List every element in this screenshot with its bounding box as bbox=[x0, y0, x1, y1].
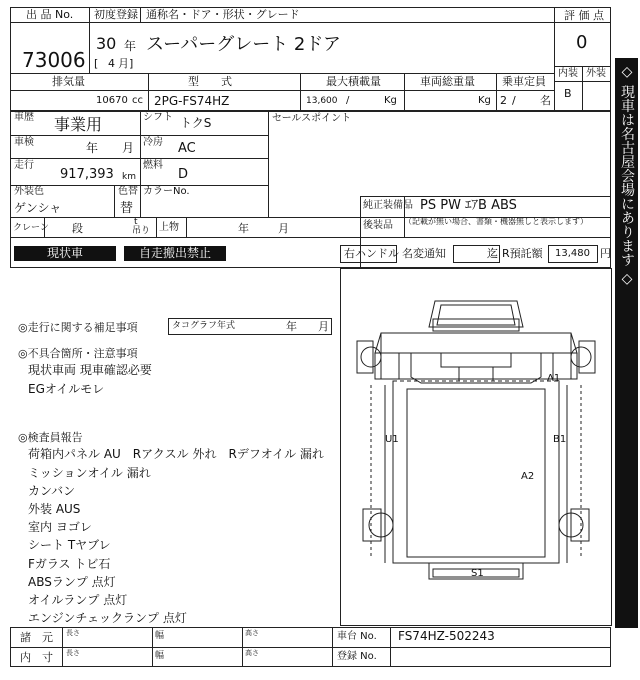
chassis-label: 車台 No. bbox=[337, 631, 377, 642]
tax-mark: 迄 bbox=[487, 247, 498, 260]
bed-year: 年 bbox=[238, 222, 249, 235]
mileage-unit: km bbox=[122, 172, 136, 182]
inspection-label: 車検 bbox=[14, 137, 34, 148]
inspector-label: ◎検査員報告 bbox=[18, 431, 83, 444]
rating-value: 0 bbox=[576, 32, 588, 53]
lot-number: 73006 bbox=[22, 48, 86, 72]
inspector-line: 室内 ヨゴレ bbox=[28, 520, 92, 534]
exterior-label: 外装 bbox=[586, 68, 606, 79]
name-change-label: 名変通知 bbox=[402, 247, 446, 260]
reg-month-unit: 月] bbox=[118, 57, 134, 70]
dims-length: 長さ bbox=[66, 629, 80, 637]
aftermarket-label: 後装品 bbox=[363, 220, 393, 231]
damage-u1: U1 bbox=[385, 434, 399, 445]
crane-label: クレーン bbox=[13, 223, 49, 233]
sales-point-label: セールスポイント bbox=[272, 113, 352, 124]
reg-year-unit: 年 bbox=[124, 39, 137, 53]
shift-value: トクS bbox=[180, 116, 212, 130]
displacement-value: 10670 bbox=[96, 95, 128, 106]
dims-height: 高さ bbox=[245, 629, 259, 637]
fuel-label: 燃料 bbox=[143, 160, 163, 171]
displacement-unit: cc bbox=[132, 95, 143, 106]
defect-line: 現状車両 現車確認必要 bbox=[28, 363, 152, 377]
dims-width: 幅 bbox=[155, 631, 165, 641]
rating-label: 評 価 点 bbox=[564, 9, 604, 22]
inspector-line: オイルランプ 点灯 bbox=[28, 593, 128, 607]
no-drive-tag: 自走搬出禁止 bbox=[124, 246, 226, 261]
capacity-label: 乗車定員 bbox=[502, 75, 546, 88]
month-open: [ bbox=[94, 57, 99, 70]
ac-label: 冷房 bbox=[143, 137, 163, 148]
inspector-line: 外装 AUS bbox=[28, 502, 81, 516]
inspection-month: 月 bbox=[122, 141, 135, 155]
max-load-slash: / bbox=[346, 95, 350, 106]
bed-label: 上物 bbox=[159, 222, 179, 233]
mileage-label: 走行 bbox=[14, 160, 34, 171]
interior-width: 幅 bbox=[155, 651, 165, 661]
interior-length: 長さ bbox=[66, 649, 80, 657]
model-label: 型 式 bbox=[188, 75, 232, 88]
interior-height: 高さ bbox=[245, 649, 259, 657]
model-value: 2PG-FS74HZ bbox=[154, 94, 230, 108]
inspector-line: 荷箱内パネル AU Rアクスル 外れ Rデフオイル 漏れ bbox=[28, 447, 324, 461]
ac-value: AC bbox=[178, 141, 196, 156]
side-banner-text: ◇ 現車は名古屋会場にあります ◇ bbox=[619, 64, 635, 287]
interior-label: 内装 bbox=[558, 68, 578, 79]
damage-b1: B1 bbox=[553, 434, 567, 445]
name-label: 通称名・ドア・形状・グレード bbox=[146, 8, 300, 21]
inspector-line: シート Tヤブレ bbox=[28, 538, 111, 552]
crane-dan: 段 bbox=[72, 222, 83, 235]
truck-diagram bbox=[340, 268, 612, 626]
history-value: 事業用 bbox=[54, 115, 103, 134]
damage-s1: S1 bbox=[471, 568, 484, 579]
gvw-unit: Kg bbox=[478, 95, 491, 106]
handle-label: 右ハンドル bbox=[344, 247, 399, 260]
color-no-label: カラーNo. bbox=[143, 186, 190, 197]
max-load-unit: Kg bbox=[384, 95, 397, 106]
color-change-label: 色替 bbox=[118, 186, 138, 197]
interior-dims-label: 内 寸 bbox=[20, 651, 53, 664]
tacho-month: 月 bbox=[318, 320, 329, 333]
defect-line: EGオイルモレ bbox=[28, 382, 105, 396]
reg-year: 30 bbox=[96, 34, 117, 53]
crane-t: t bbox=[134, 217, 138, 227]
inspector-line: ミッションオイル 漏れ bbox=[28, 466, 151, 480]
tacho-label: タコグラフ年式 bbox=[172, 321, 236, 331]
as-is-tag: 現状車 bbox=[14, 246, 116, 261]
damage-a2: A2 bbox=[521, 471, 535, 482]
inspector-line: ABSランプ 点灯 bbox=[28, 575, 116, 589]
side-banner bbox=[615, 58, 638, 628]
history-label: 車歴 bbox=[14, 112, 34, 123]
gvw-label: 車両総重量 bbox=[420, 75, 475, 88]
capacity-unit: 名 bbox=[540, 94, 551, 107]
shift-label: シフト bbox=[143, 112, 173, 123]
damage-a1: A1 bbox=[547, 373, 561, 384]
reg-label: 登録 No. bbox=[337, 651, 377, 662]
color-value: ゲンシャ bbox=[14, 201, 62, 215]
bed-month: 月 bbox=[278, 222, 289, 235]
inspector-line: カンバン bbox=[28, 484, 76, 498]
displacement-label: 排気量 bbox=[52, 75, 85, 88]
aux-label: ◎走行に関する補足事項 bbox=[18, 321, 138, 334]
aftermarket-note: （記載が無い場合、書類・機器無しと表示します） bbox=[404, 217, 588, 226]
defects-label: ◎不具合箇所・注意事項 bbox=[18, 347, 138, 360]
fuel-value: D bbox=[178, 167, 189, 182]
tax-value: 13,480 bbox=[555, 248, 590, 259]
tax-unit: 円 bbox=[600, 247, 611, 260]
dims-label: 諸 元 bbox=[20, 631, 53, 644]
tax-label: R預託額 bbox=[502, 247, 543, 260]
capacity-value: 2 bbox=[500, 94, 507, 107]
crane-tsuri: 吊り bbox=[132, 226, 151, 236]
max-load-label: 最大積載量 bbox=[326, 75, 381, 88]
chassis-value: FS74HZ-502243 bbox=[398, 629, 495, 643]
mileage-value: 917,393 bbox=[60, 167, 114, 182]
color-label: 外装色 bbox=[14, 186, 44, 197]
equipment-label: 純正装備品 bbox=[363, 200, 413, 211]
inspection-year: 年 bbox=[86, 141, 99, 155]
color-change-value: 替 bbox=[120, 201, 134, 216]
inspector-line: Fガラス トビ石 bbox=[28, 557, 111, 571]
equipment-value: PS PW ｴｱB ABS bbox=[420, 198, 517, 213]
tacho-year: 年 bbox=[286, 320, 297, 333]
capacity-slash: / bbox=[512, 94, 516, 107]
lot-label: 出 品 No. bbox=[26, 8, 74, 21]
interior-grade: B bbox=[564, 87, 572, 100]
max-load-value: 13,600 bbox=[306, 96, 338, 106]
vehicle-name: スーパーグレート 2ドア bbox=[146, 34, 341, 55]
inspector-line: エンジンチェックランプ 点灯 bbox=[28, 611, 187, 625]
first-reg-label: 初度登録 bbox=[94, 8, 138, 21]
reg-month: 4 bbox=[108, 57, 115, 70]
